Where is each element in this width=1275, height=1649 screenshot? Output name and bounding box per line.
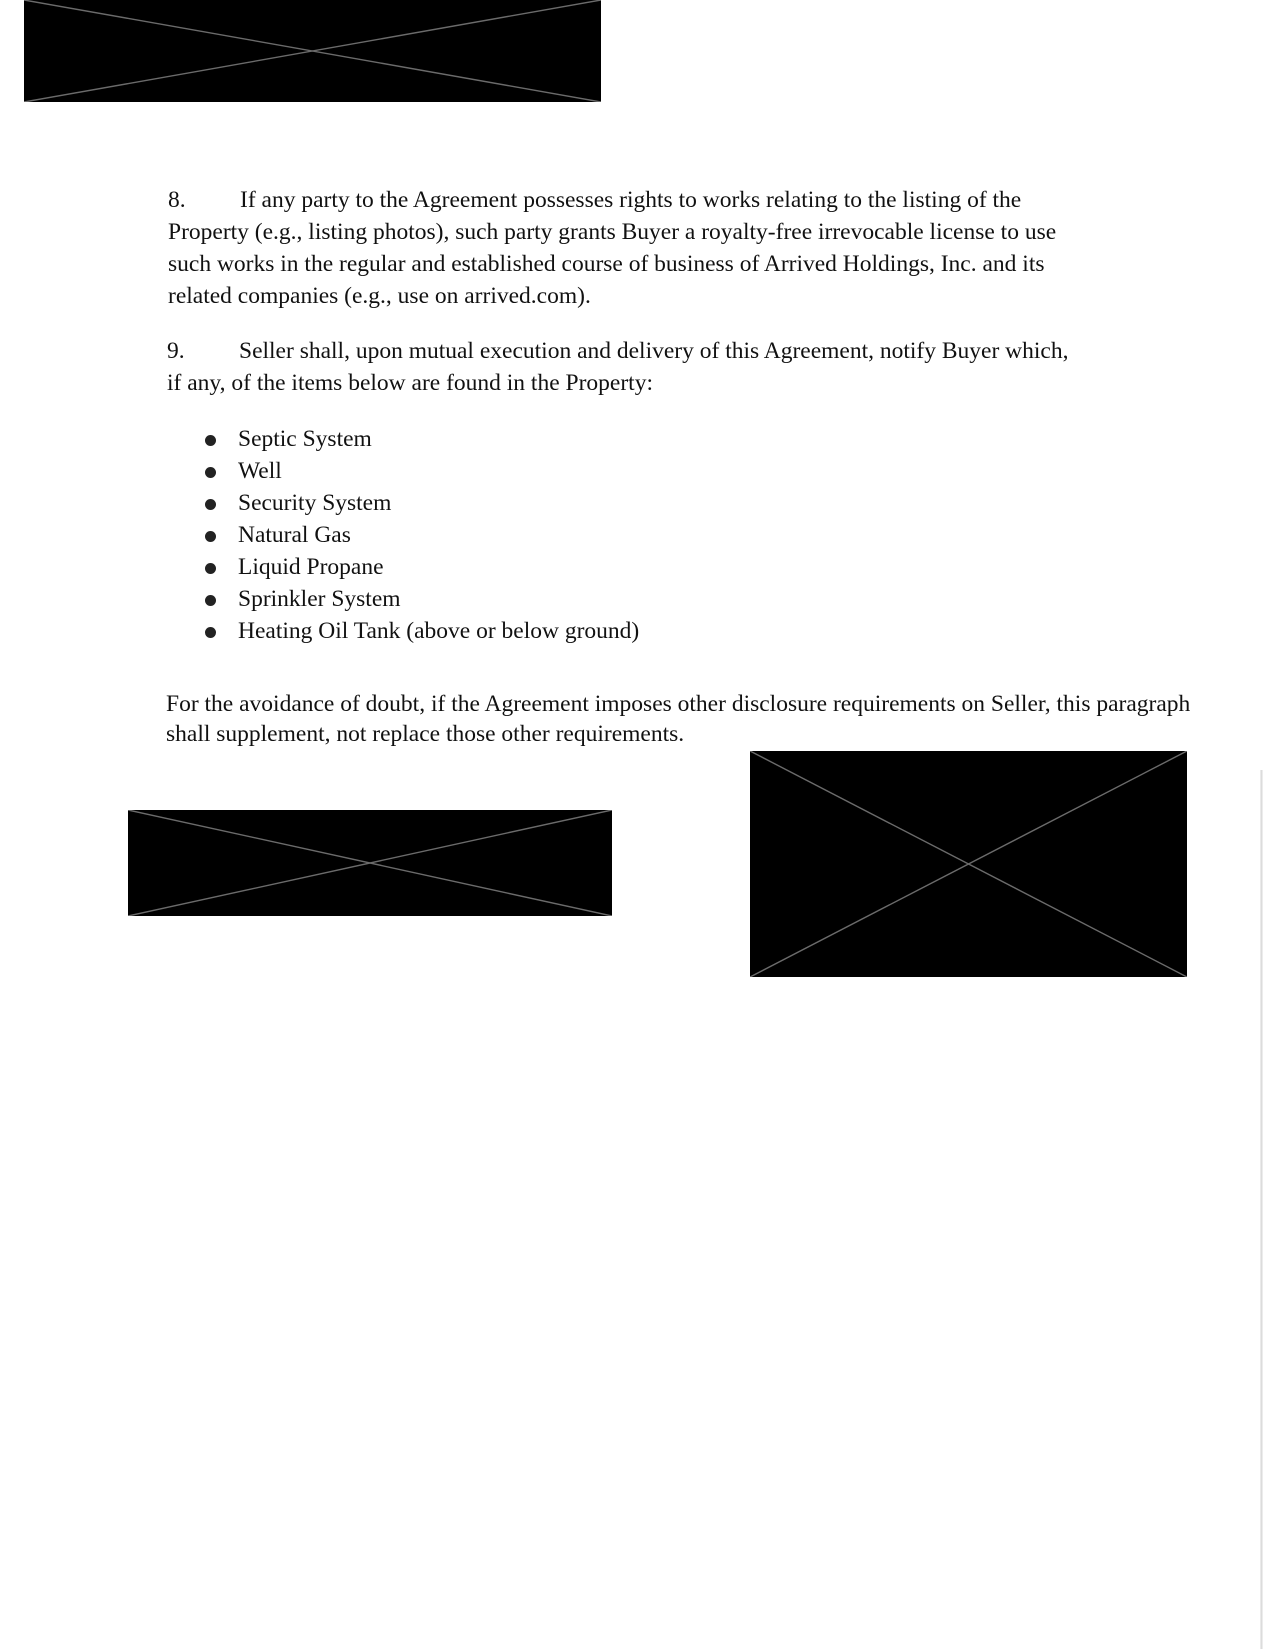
bullet-icon: [205, 531, 216, 542]
bullet-icon: [205, 563, 216, 574]
list-item: Heating Oil Tank (above or below ground): [198, 615, 639, 647]
redacted-signature-block-left: [128, 810, 612, 916]
closing-line-1: For the avoidance of doubt, if the Agreement imposes other disclosure requirements on Seller, this paragraph: [166, 691, 1191, 717]
redacted-header-block: [24, 0, 601, 102]
paragraph-8-line-3: such works in the regular and established course of business of Arrived Holdings, Inc. and its: [168, 251, 1045, 277]
paragraph-9-line-2: if any, of the items below are found in the Property:: [167, 370, 653, 396]
bullet-icon: [205, 435, 216, 446]
redacted-signature-block-right: [750, 751, 1187, 977]
redaction-cross: [24, 0, 601, 102]
list-item: Septic System: [198, 423, 639, 455]
list-item: Security System: [198, 487, 639, 519]
redaction-cross: [750, 751, 1187, 977]
paragraph-8: [168, 184, 1168, 312]
property-items-list: [198, 423, 639, 647]
paragraph-8-number: 8.: [168, 187, 186, 213]
paragraph-8-line-1: 8. If any party to the Agreement possesses rights to works relating to the listing of the: [168, 184, 1168, 216]
bullet-icon: [205, 595, 216, 606]
paragraph-9-line-1: 9. Seller shall, upon mutual execution and delivery of this Agreement, notify Buyer which,: [167, 335, 1227, 367]
list-item: Sprinkler System: [198, 583, 639, 615]
scan-page-edge: [1260, 770, 1263, 1649]
paragraph-9: [167, 335, 1227, 399]
bullet-icon: [205, 627, 216, 638]
closing-paragraph: [166, 689, 1226, 749]
list-item: Liquid Propane: [198, 551, 639, 583]
closing-line-2: shall supplement, not replace those other requirements.: [166, 721, 685, 747]
paragraph-8-line-2: Property (e.g., listing photos), such party grants Buyer a royalty-free irrevocable license to use: [168, 219, 1057, 245]
paragraph-8-line-4: related companies (e.g., use on arrived.com).: [168, 283, 591, 309]
list-item: Well: [198, 455, 639, 487]
bullet-icon: [205, 467, 216, 478]
paragraph-9-number: 9.: [167, 338, 185, 364]
redaction-cross: [128, 810, 612, 916]
bullet-icon: [205, 499, 216, 510]
list-item: Natural Gas: [198, 519, 639, 551]
